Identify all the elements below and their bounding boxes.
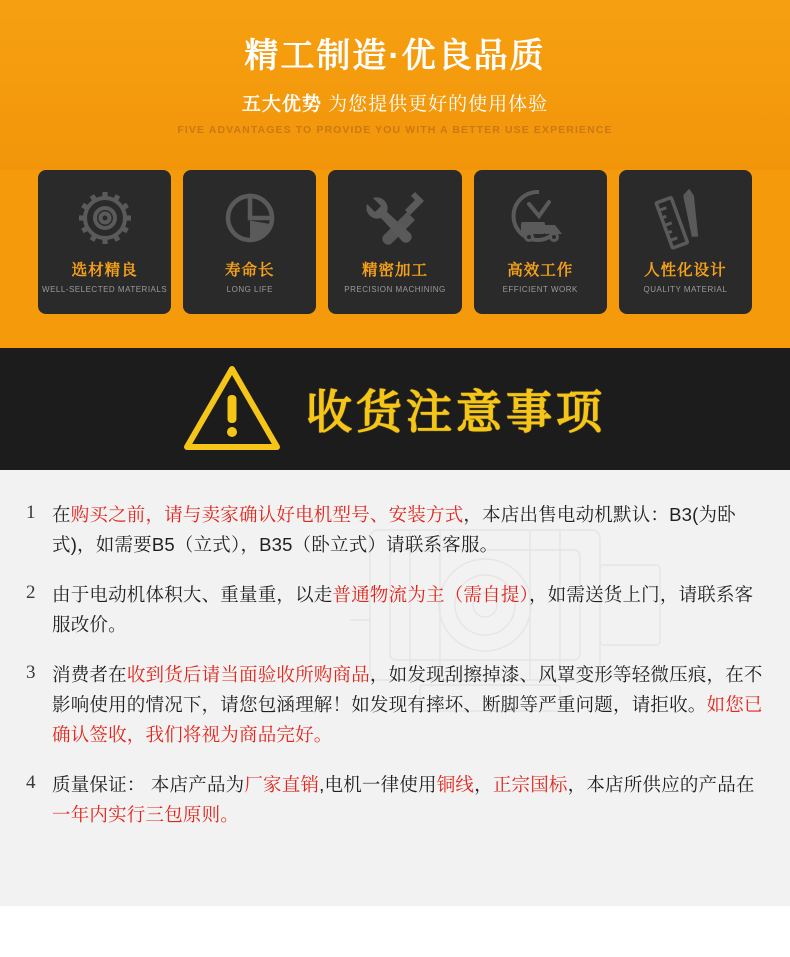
notice-item-list [26,500,764,830]
notice-header-title: 收货注意事项 [306,386,606,439]
notice-item-3 [26,660,764,750]
banner-subtitle [0,89,790,116]
banner-subtitle-strong: 五大优势 [241,94,322,116]
notice-seg: 在 [52,504,71,526]
notice-seg-highlight: 一年内实行三包原则。 [52,804,240,826]
notice-text-3 [52,660,764,750]
notice-item-1 [26,500,764,560]
feature-title-4: 人性化设计 [644,262,727,280]
notice-seg: 质量保证： 本店产品为 [52,774,245,796]
feature-card-3 [474,170,607,314]
feature-card-0 [38,170,171,314]
feature-title-0: 选材精良 [71,262,138,280]
feature-title-2: 精密加工 [362,262,429,280]
notice-header [0,348,790,470]
notice-seg: ，本店所供应的产品在 [567,774,755,796]
gear-icon [38,184,171,252]
feature-card-2 [328,170,461,314]
pie-chart-icon [183,184,316,252]
banner-title: 精工制造·优良品质 [244,37,546,75]
feature-english-3: EFFICIENT WORK [502,285,578,295]
notice-text-4 [52,770,764,830]
feature-card-list [0,170,790,348]
notice-number-1: 1 [26,502,36,524]
notice-text-1 [52,500,764,560]
notice-seg-highlight: 如您已确认签收，我们将视为商品完好。 [52,694,763,746]
notice-seg: 由于电动机体积大、重量重，以走 [52,584,333,606]
notice-seg: ，本店出售电动机默认：B3(为卧式)，如需要B5（立式），B35（卧立式）请联系客服。 [52,504,736,556]
notice-number-2: 2 [26,582,36,604]
notice-seg: ，如需送货上门，请联系客服改价。 [52,584,754,636]
feature-english-4: QUALITY MATERIAL [643,285,728,295]
feature-title-1: 寿命长 [225,262,275,280]
notice-item-2 [26,580,764,640]
banner-english-subtitle: FIVE ADVANTAGES TO PROVIDE YOU WITH A BETTER USE EXPERIENCE [177,124,613,137]
notice-seg-highlight: 厂家直销 [244,774,320,796]
notice-item-4 [26,770,764,830]
feature-title-3: 高效工作 [507,262,574,280]
feature-card-1 [183,170,316,314]
notice-seg-highlight: 收到货后请当面验收所购商品 [126,664,370,686]
notice-body [0,470,790,906]
warning-triangle-icon [184,365,280,456]
feature-english-0: WELL-SELECTED MATERIALS [42,285,168,295]
tools-icon [328,184,461,252]
notice-seg-highlight: 普通物流为主（需自提） [332,584,529,606]
notice-number-4: 4 [26,772,36,794]
notice-seg: ，如发现刮擦掉漆、风罩变形等轻微压痕，在不影响使用的情况下，请您包涵理解！如发现有摔坏、断脚等严重问题，请拒收。 [52,664,763,716]
notice-seg: ,电机一律使用 [319,774,437,796]
notice-number-3: 3 [26,662,36,684]
notice-seg: 消费者在 [52,664,127,686]
feature-english-1: LONG LIFE [226,285,273,295]
feature-english-2: PRECISION MACHINING [344,285,446,295]
notice-seg-highlight: 铜线 [436,774,475,796]
notice-seg-highlight: 正宗国标 [492,774,568,796]
banner-subtitle-rest: 为您提供更好的使用体验 [321,94,549,116]
notice-seg-highlight: 购买之前，请与卖家确认好电机型号、安装方式 [70,504,464,526]
notice-text-2 [52,580,764,640]
notice-seg: ， [474,774,493,796]
advantages-banner [0,0,790,170]
feature-card-4 [619,170,752,314]
truck-icon [474,184,607,252]
ruler-pencil-icon [619,184,752,252]
